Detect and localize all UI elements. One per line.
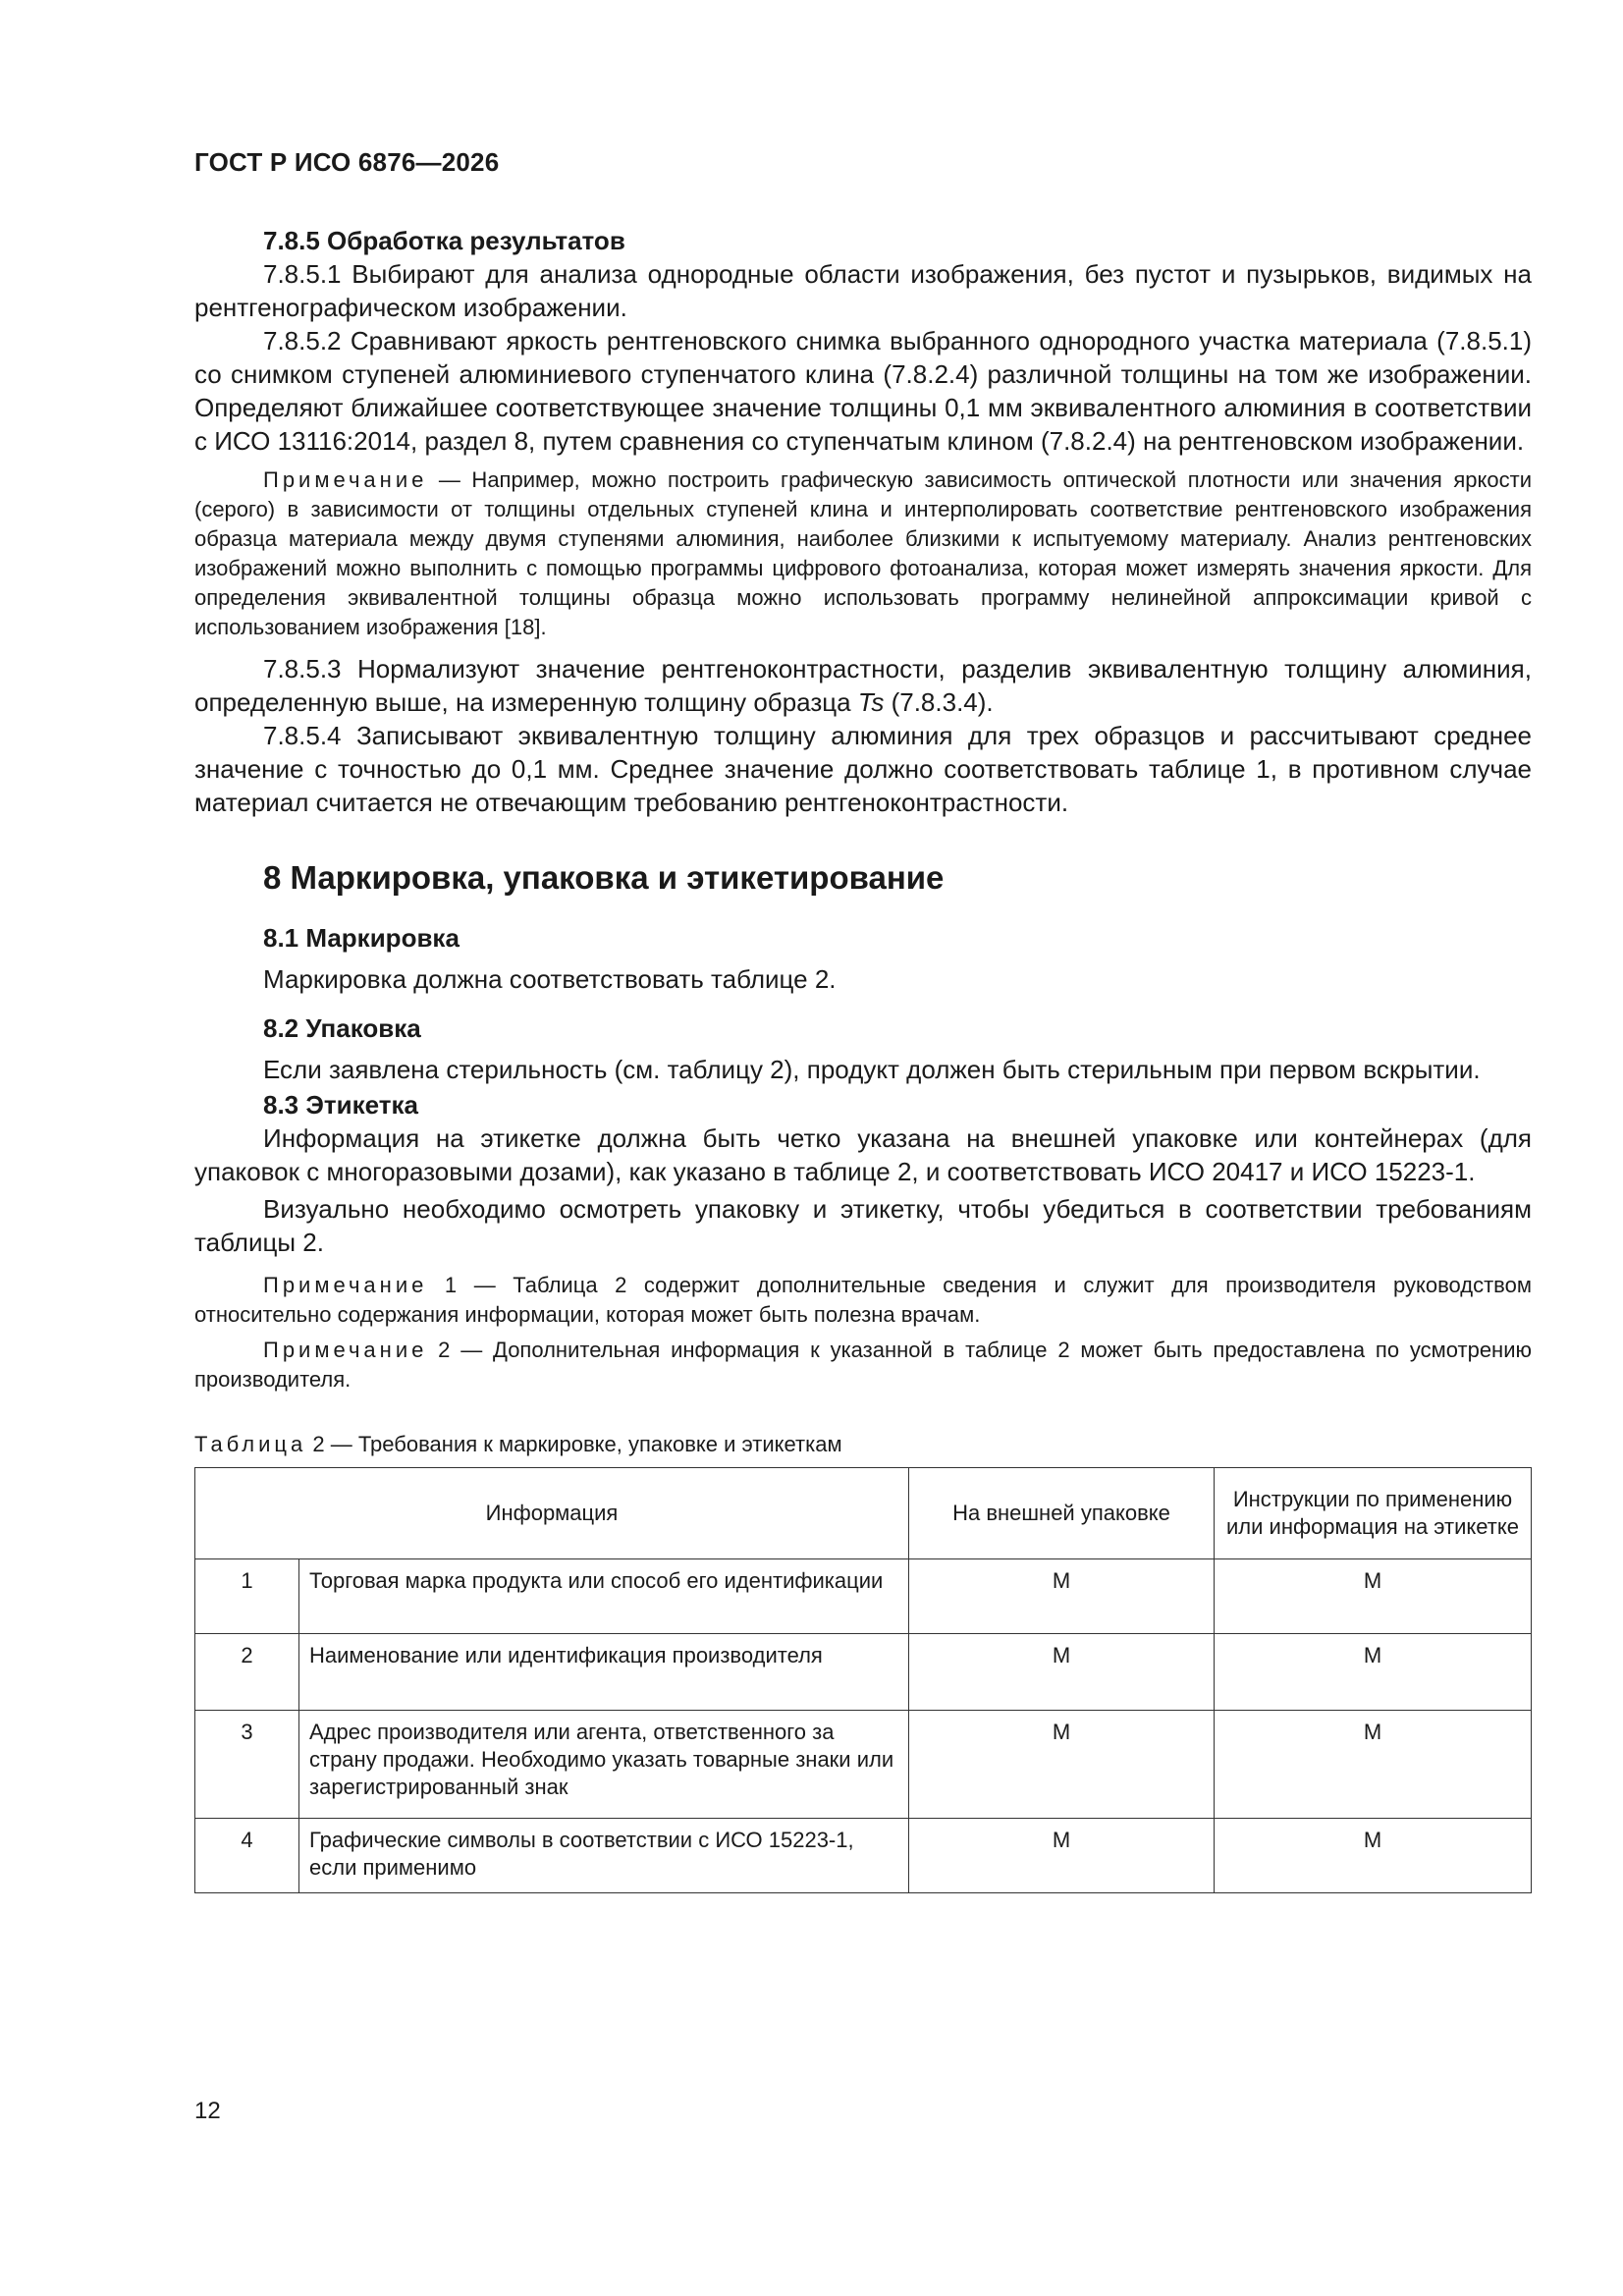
row-number: 1 (195, 1559, 299, 1634)
row-outer: М (909, 1559, 1215, 1634)
page-number: 12 (194, 2098, 221, 2124)
note-1-label: Примечание (263, 467, 428, 492)
section-8-1-title: 8.1 Маркировка (263, 923, 460, 953)
note-3-text: 2 — Дополнительная информация к указанной в таблице 2 может быть предоставлена по усмотрению производителя. (194, 1338, 1532, 1392)
section-7-8-5-title: 7.8.5 Обработка результатов (263, 226, 625, 255)
note-3-label: Примечание (263, 1338, 428, 1362)
requirements-table (194, 1467, 1532, 1893)
row-outer: М (909, 1819, 1215, 1893)
note-1-text: — Например, можно построить графическую зависимость оптической плотности или значения яркости (серого) в зависимости от толщины отдельных ступеней клина и интерполировать соответствие рентгеновского изображения образца материала между двумя ступенями алюминия, наиболее близкими к испытуемому материалу. Анализ рентгеновских изображений можно выполнить с помощью программы цифрового фотоанализа, которая может измерять значения яркости. Для определения эквивалентной толщины образца можно использовать программу нелинейной аппроксимации кривой с использованием изображения [18]. (194, 467, 1532, 639)
row-instructions: М (1215, 1711, 1532, 1819)
note-2 (194, 1271, 1532, 1330)
note-2-label: Примечание (263, 1273, 428, 1297)
paragraph-7-8-5-4: 7.8.5.4 Записывают эквивалентную толщину алюминия для трех образцов и рассчитывают среднее значение с точностью до 0,1 мм. Среднее значение должно соответствовать таблице 1, в противном случае материал считается не отвечающим требованию рентгеноконтрастности. (194, 721, 1532, 817)
section-8-3-title: 8.3 Этикетка (263, 1090, 418, 1120)
row-info: Торговая марка продукта или способ его идентификации (299, 1559, 909, 1634)
paragraph-7-8-5-3 (194, 652, 1532, 719)
row-number: 3 (195, 1711, 299, 1819)
paragraph-7-8-5-1: 7.8.5.1 Выбирают для анализа однородные области изображения, без пустот и пузырьков, видимых на рентгенографическом изображении. (194, 259, 1532, 322)
row-info: Наименование или идентификация производителя (299, 1634, 909, 1711)
section-8-2-text: Если заявлена стерильность (см. таблицу 2), продукт должен быть стерильным при первом вскрытии. (263, 1055, 1481, 1084)
paragraph-7-8-5-2: 7.8.5.2 Сравнивают яркость рентгеновского снимка выбранного однородного участка материала (7.8.5.1) со снимком ступеней алюминиевого ступенчатого клина (7.8.2.4) различной толщины на том же изображении. Определяют ближайшее соответствующее значение толщины 0,1 мм эквивалентного алюминия в соответствии с ИСО 13116:2014, раздел 8, путем сравнения со ступенчатым клином (7.8.2.4) на рентгеновском изображении. (194, 326, 1532, 456)
table-caption-text: 2 — Требования к маркировке, упаковке и этикеткам (312, 1432, 842, 1456)
table-caption-label: Таблица (194, 1432, 307, 1456)
table-row (195, 1819, 1532, 1893)
header-instructions: Инструкции по применению или информация на этикетке (1215, 1468, 1532, 1559)
row-instructions: М (1215, 1819, 1532, 1893)
note-2-text: 1 — Таблица 2 содержит дополнительные сведения и служит для производителя руководством относительно содержания информации, которая может быть полезна врачам. (194, 1273, 1532, 1327)
paragraph-7-8-5-3-b: (7.8.3.4). (891, 687, 994, 717)
row-info: Адрес производителя или агента, ответственного за страну продажи. Необходимо указать товарные знаки или зарегистрированный знак (299, 1711, 909, 1819)
page-content (194, 224, 1532, 1893)
note-3 (194, 1336, 1532, 1394)
section-8-3-text-2: Визуально необходимо осмотреть упаковку и этикетку, чтобы убедиться в соответствии требованиям таблицы 2. (194, 1194, 1532, 1257)
table-row (195, 1711, 1532, 1819)
paragraph-7-8-5-3-a: 7.8.5.3 Нормализуют значение рентгеноконтрастности, разделив эквивалентную толщину алюминия, определенную выше, на измеренную толщину образца (194, 654, 1532, 717)
table-row (195, 1559, 1532, 1634)
note-1 (194, 465, 1532, 642)
table-row (195, 1634, 1532, 1711)
row-info: Графические символы в соответствии с ИСО 15223-1, если применимо (299, 1819, 909, 1893)
row-outer: М (909, 1634, 1215, 1711)
table-caption (194, 1430, 1532, 1459)
row-instructions: М (1215, 1559, 1532, 1634)
section-8-3-text-1: Информация на этикетке должна быть четко указана на внешней упаковке или контейнерах (для упаковок с многоразовыми дозами), как указано в таблице 2, и соответствовать ИСО 20417 и ИСО 15223-1. (194, 1123, 1532, 1186)
header-outer-package: На внешней упаковке (909, 1468, 1215, 1559)
header-info: Информация (195, 1468, 909, 1559)
ts-symbol: Ts (857, 687, 885, 717)
row-instructions: М (1215, 1634, 1532, 1711)
section-8-title: 8 Маркировка, упаковка и этикетирование (263, 859, 945, 896)
row-number: 2 (195, 1634, 299, 1711)
table-header-row (195, 1468, 1532, 1559)
section-8-1-text: Маркировка должна соответствовать таблице 2. (263, 964, 837, 994)
row-number: 4 (195, 1819, 299, 1893)
section-8-2-title: 8.2 Упаковка (263, 1013, 421, 1043)
document-header: ГОСТ Р ИСО 6876—2026 (194, 147, 500, 177)
row-outer: М (909, 1711, 1215, 1819)
